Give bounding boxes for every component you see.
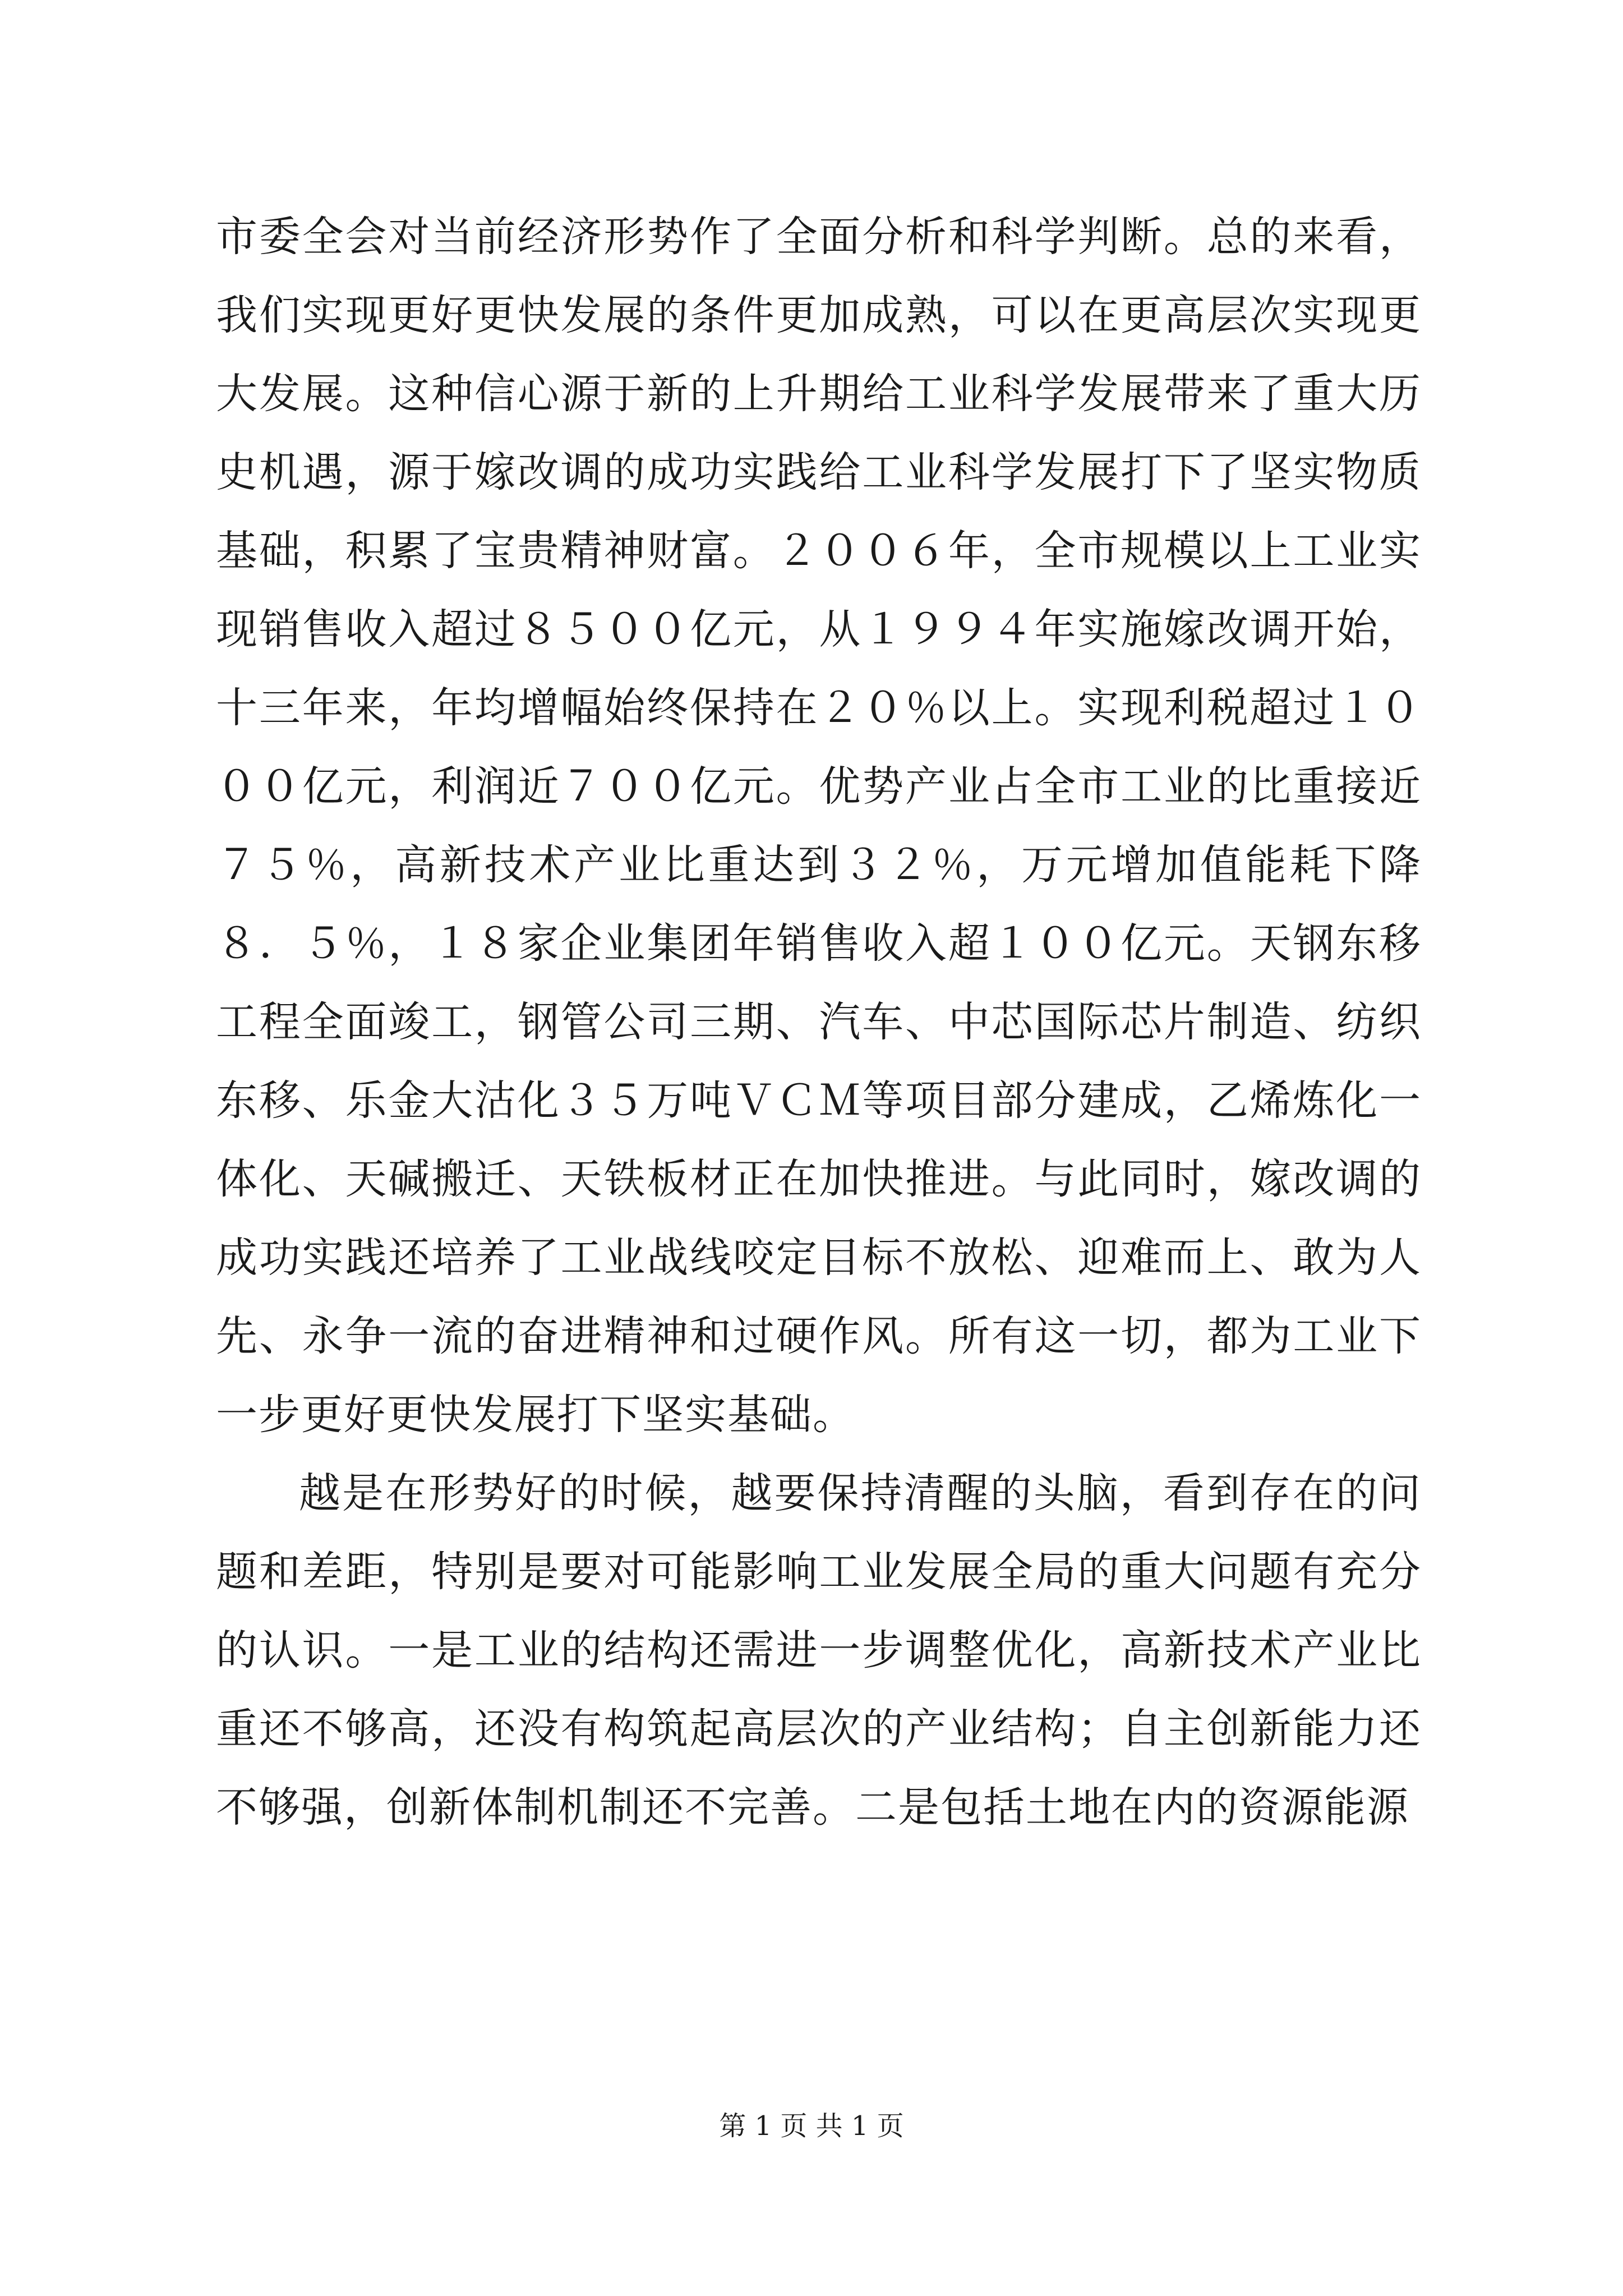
page-footer: 第 1 页 共 1 页 (719, 2110, 904, 2142)
paragraph-2: 越是在形势好的时候，越要保持清醒的头脑，看到存在的问题和差距，特别是要对可能影响工业发展全局的重大问题有充分的认识。一是工业的结构还需进一步调整优化，高新技术产业比重还不够高，还没有构筑起高层次的产业结构；自主创新能力还不够强，创新体制机制还不完善。二是包括土地在内的资源能源 (216, 1469, 1422, 1832)
paragraph-1: 市委全会对当前经济形势作了全面分析和科学判断。总的来看，我们实现更好更快发展的条件更加成熟，可以在更高层次实现更大发展。这种信心源于新的上升期给工业科学发展带来了重大历史机遇，源于嫁改调的成功实践给工业科学发展打下了坚实物质基础，积累了宝贵精神财富。２００６年，全市规模以上工业实现销售收入超过８５００亿元，从１９９４年实施嫁改调开始，十三年来，年均增幅始终保持在２０％以上。实现利税超过１０００亿元，利润近７００亿元。优势产业占全市工业的比重接近７５％，高新技术产业比重达到３２％，万元增加值能耗下降８．５％，１８家企业集团年销售收入超１００亿元。天钢东移工程全面竣工，钢管公司三期、汽车、中芯国际芯片制造、纺织东移、乐金大沽化３５万吨ＶＣＭ等项目部分建成，乙烯炼化一体化、天碱搬迁、天铁板材正在加快推进。与此同时，嫁改调的成功实践还培养了工业战线咬定目标不放松、迎难而上、敢为人先、永争一流的奋进精神和过硬作风。所有这一切，都为工业下一步更好更快发展打下坚实基础。 (216, 213, 1422, 1439)
document-body (216, 197, 1422, 1847)
